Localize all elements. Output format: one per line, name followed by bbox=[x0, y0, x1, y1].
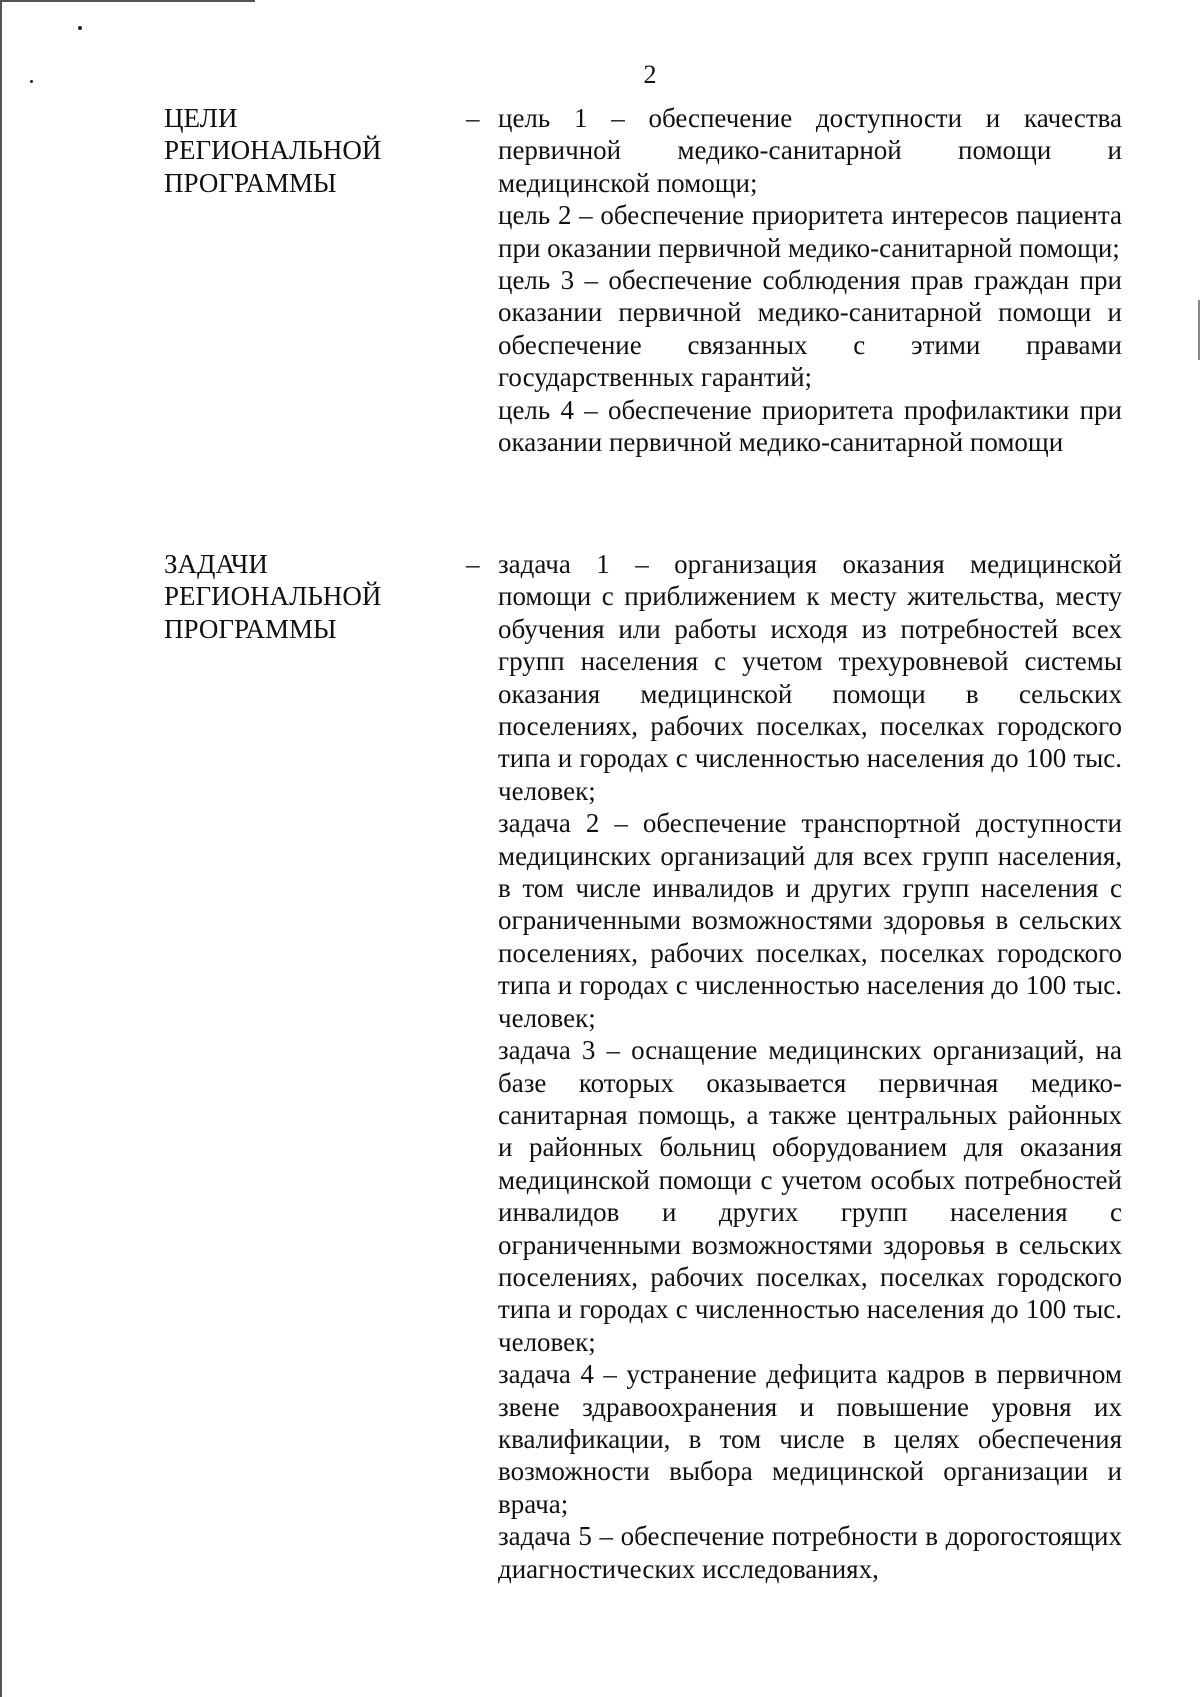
task-item: задача 1 – организация оказания медицинской помощи с приближением к месту жительства, месту обучения или работы исходя из потребностей всех групп населения с учетом трехуровневой системы оказания медицинской помощи в сельских поселениях, рабочих поселках, поселках городского типа и городах с численностью населения до 100 тыс. человек; bbox=[498, 549, 1122, 806]
goals-label bbox=[164, 102, 434, 199]
task-item: задача 3 – оснащение медицинских организаций, на базе которых оказывается первичная медико-санитарная помощь, а также центральных районных и районных больниц оборудованием для оказания медицинской помощи с учетом особых потребностей инвалидов и других групп населения с ограниченными возможностями здоровья в сельских поселениях, рабочих поселках, поселках городского типа и городах с численностью населения до 100 тыс. человек; bbox=[498, 1035, 1122, 1357]
goal-item: цель 2 – обеспечение приоритета интересов пациента при оказании первичной медико-санитарной помощи; bbox=[498, 200, 1122, 263]
goals-label-line: РЕГИОНАЛЬНОЙ bbox=[164, 135, 382, 166]
tasks-label-line: ПРОГРАММЫ bbox=[164, 613, 337, 644]
goal-item: цель 4 – обеспечение приоритета профилактики при оказании первичной медико-санитарной помощи bbox=[498, 394, 1122, 458]
goals-label-line: ЦЕЛИ bbox=[164, 103, 238, 133]
goals-list bbox=[498, 102, 1122, 458]
goal-item: цель 3 – обеспечение соблюдения прав граждан при оказании первичной медико-санитарной помощи и обеспечение связанных с этими правами государственных гарантий; bbox=[498, 265, 1122, 393]
tasks-label bbox=[164, 548, 434, 645]
goal-item: цель 1 – обеспечение доступности и качества первичной медико-санитарной помощи и медицинской помощи; bbox=[498, 103, 1122, 198]
tasks-label-line: РЕГИОНАЛЬНОЙ bbox=[164, 581, 382, 612]
task-item: задача 2 – обеспечение транспортной доступности медицинских организаций для всех групп населения, в том числе инвалидов и других групп населения с ограниченными возможностями здоровья в сельских поселениях, рабочих поселках, поселках городского типа и городах с численностью населения до 100 тыс. человек; bbox=[498, 808, 1122, 1033]
tasks-label-line: ЗАДАЧИ bbox=[164, 549, 268, 579]
task-item: задача 4 – устранение дефицита кадров в первичном звене здравоохранения и повышение уровня их квалификации, в том числе в целях обеспечения возможности выбора медицинской организации и врача; bbox=[498, 1359, 1122, 1519]
scan-speck bbox=[78, 26, 82, 30]
scan-edge-left bbox=[0, 0, 2, 1697]
task-item: задача 5 – обеспечение потребности в дорогостоящих диагностических исследованиях, bbox=[498, 1521, 1122, 1584]
goals-label-line: ПРОГРАММЫ bbox=[164, 167, 337, 198]
scan-edge-top bbox=[0, 0, 255, 2]
goals-dash: – bbox=[466, 103, 480, 133]
page-number: 2 bbox=[643, 60, 657, 89]
tasks-dash: – bbox=[466, 549, 480, 579]
tasks-list bbox=[498, 548, 1122, 1585]
